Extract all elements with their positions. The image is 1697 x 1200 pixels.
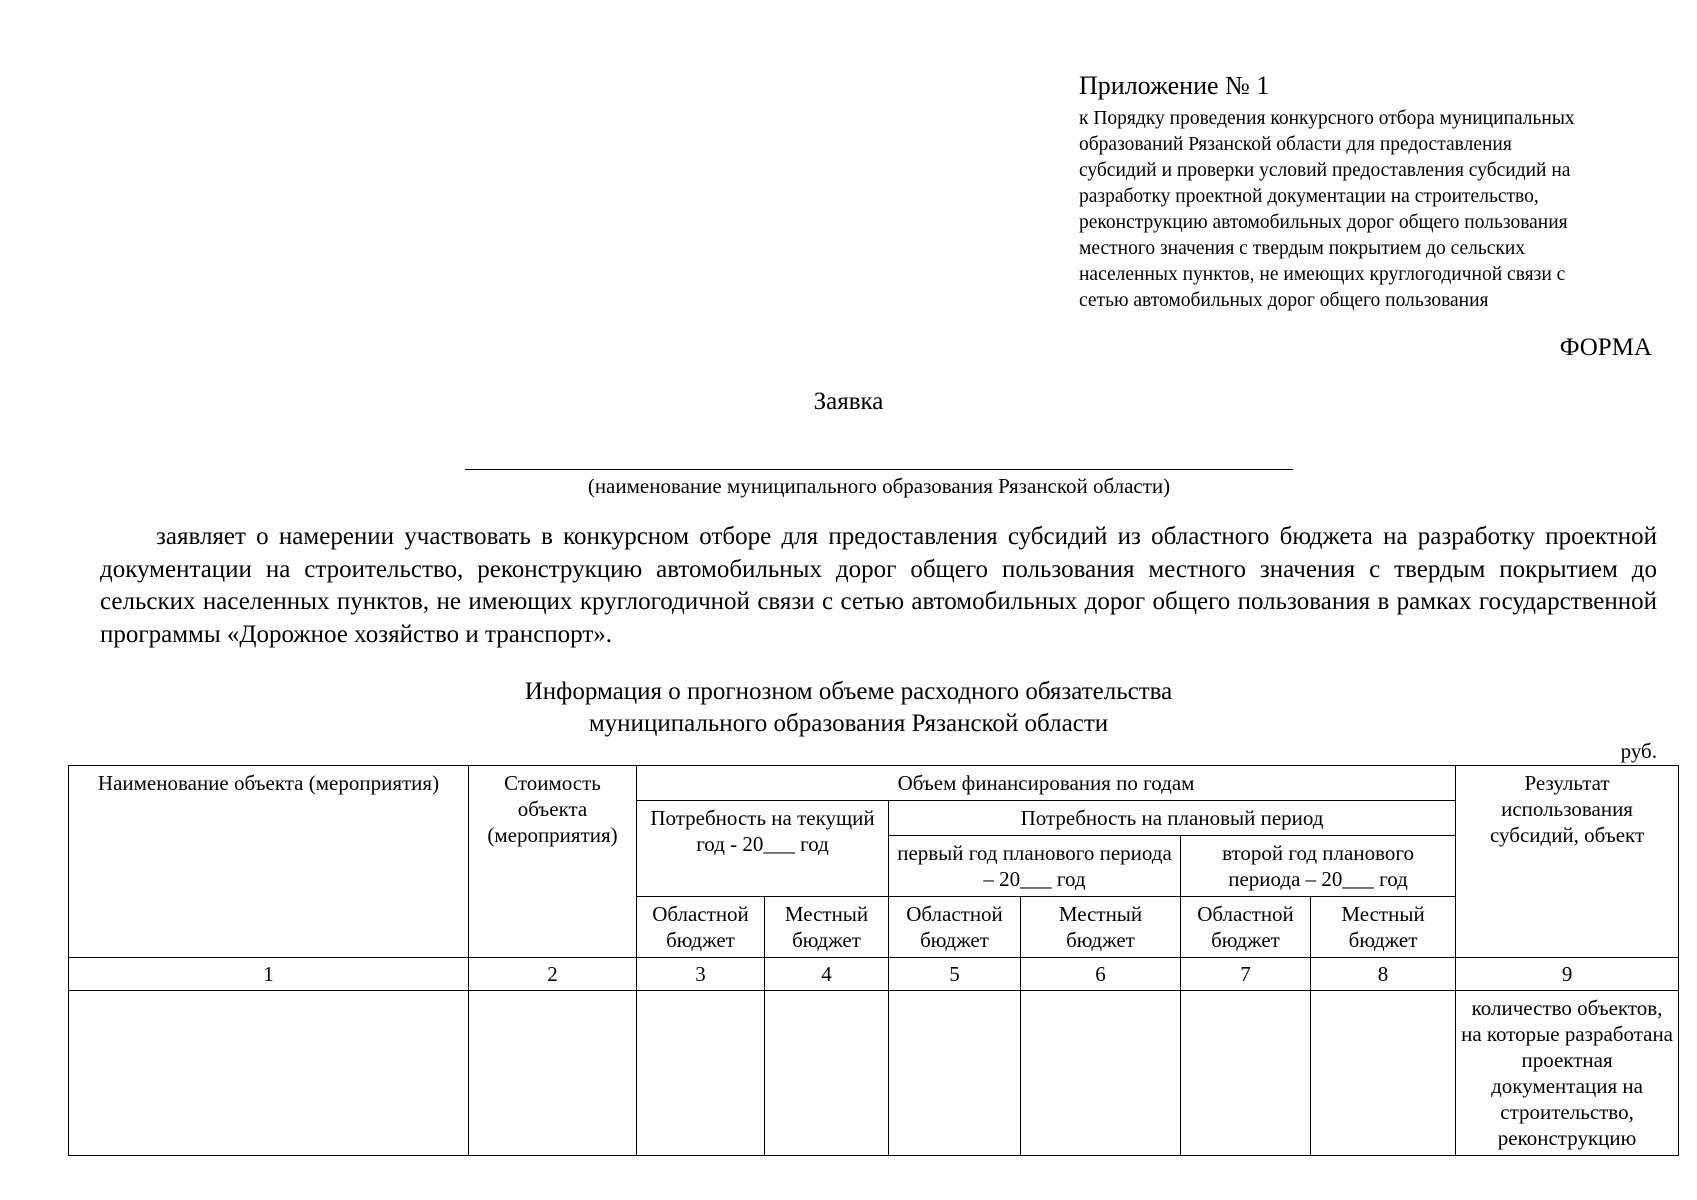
header-regional-budget: Областной бюджет <box>1181 897 1311 958</box>
appendix-line: к Порядку проведения конкурсного отбора муниципальных <box>1079 108 1575 129</box>
header-second-year: второй год планового периода – 20___ год <box>1181 836 1456 897</box>
header-current-year: Потребность на текущий год - 20___ год <box>637 801 889 897</box>
column-number: 4 <box>765 958 889 991</box>
appendix-text <box>1079 106 1659 314</box>
empty-cell <box>765 991 889 1156</box>
column-number: 1 <box>69 958 469 991</box>
header-funding-by-years: Объем финансирования по годам <box>637 766 1456 801</box>
municipality-name-caption: (наименование муниципального образования Рязанской области) <box>587 474 1171 498</box>
column-number: 8 <box>1311 958 1456 991</box>
result-cell: количество объектов, на которые разработана проектная документация на строительство, реконструкцию <box>1456 991 1679 1156</box>
info-title-line: Информация о прогнозном объеме расходного обязательства <box>524 678 1173 705</box>
appendix-line: разработку проектной документации на строительство, <box>1079 186 1539 207</box>
header-local-budget: Местный бюджет <box>765 897 889 958</box>
appendix-title: Приложение № 1 <box>1079 71 1270 100</box>
header-object-cost: Стоимость объекта (мероприятия) <box>469 766 637 958</box>
empty-cell <box>1311 991 1456 1156</box>
empty-cell <box>469 991 637 1156</box>
header-regional-budget: Областной бюджет <box>637 897 765 958</box>
form-label: ФОРМА <box>1559 334 1652 361</box>
column-number-row <box>69 958 1679 991</box>
column-number: 5 <box>889 958 1021 991</box>
empty-cell <box>69 991 469 1156</box>
document-title: Заявка <box>813 388 884 415</box>
column-number: 6 <box>1021 958 1181 991</box>
declaration-paragraph: заявляет о намерении участвовать в конкурсном отборе для предоставления субсидий из областного бюджета на разработку проектной документации на строительство, реконструкцию автомобильных дорог общего пользования местного значения с твердым покрытием до сельских населенных пунктов, не имеющих круглогодичной связи с сетью автомобильных дорог общего пользования в рамках государственной программы «Дорожное хозяйство и транспорт». <box>100 523 1657 648</box>
municipality-name-line <box>465 469 1293 470</box>
header-result: Результат использования субсидий, объект <box>1456 766 1679 958</box>
appendix-line: населенных пунктов, не имеющих круглогодичной связи с <box>1079 264 1566 285</box>
header-planned-period: Потребность на плановый период <box>889 801 1456 836</box>
header-local-budget: Местный бюджет <box>1021 897 1181 958</box>
header-first-year: первый год планового периода – 20___ год <box>889 836 1181 897</box>
header-object-name: Наименование объекта (мероприятия) <box>69 766 469 958</box>
appendix-line: сетью автомобильных дорог общего пользования <box>1079 290 1489 311</box>
empty-cell <box>637 991 765 1156</box>
column-number: 9 <box>1456 958 1679 991</box>
header-regional-budget: Областной бюджет <box>889 897 1021 958</box>
appendix-line: реконструкцию автомобильных дорог общего пользования <box>1079 212 1568 233</box>
appendix-line: субсидий и проверки условий предоставления субсидий на <box>1079 160 1571 181</box>
table-row <box>69 991 1679 1156</box>
column-number: 3 <box>637 958 765 991</box>
currency-label: руб. <box>1620 739 1657 763</box>
appendix-line: образований Рязанской области для предоставления <box>1079 134 1512 155</box>
empty-cell <box>889 991 1021 1156</box>
appendix-line: местного значения с твердым покрытием до сельских <box>1079 238 1526 259</box>
header-row <box>69 766 1679 801</box>
funding-table <box>68 765 1679 1156</box>
header-local-budget: Местный бюджет <box>1311 897 1456 958</box>
column-number: 2 <box>469 958 637 991</box>
empty-cell <box>1021 991 1181 1156</box>
empty-cell <box>1181 991 1311 1156</box>
info-title-line: муниципального образования Рязанской области <box>588 710 1109 737</box>
info-title <box>0 676 1697 740</box>
column-number: 7 <box>1181 958 1311 991</box>
